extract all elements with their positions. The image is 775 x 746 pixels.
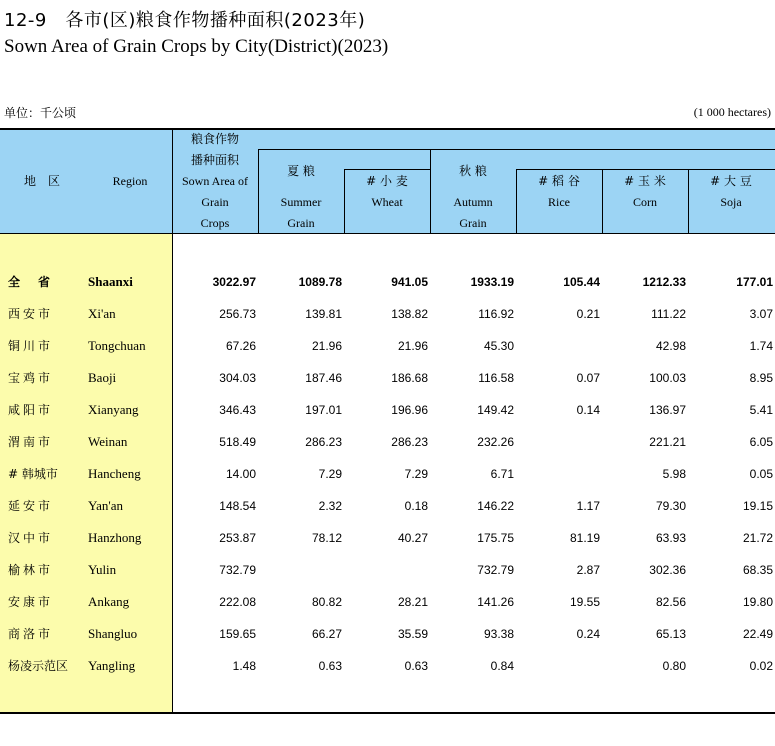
- table-row: [0, 432, 775, 452]
- region-name-cn: 宝鸡市: [8, 371, 54, 385]
- cell-soy: 1.74: [749, 339, 773, 353]
- cell-autumn: 116.58: [478, 371, 514, 385]
- region-name-cn: 西安市: [8, 307, 54, 321]
- cell-summer: 139.81: [305, 307, 342, 321]
- region-name-en: Yulin: [88, 562, 117, 577]
- region-name-en: Shaanxi: [88, 274, 133, 289]
- cell-total: 256.73: [219, 307, 256, 321]
- header-sown-cn-1: 粮食作物: [190, 132, 239, 146]
- cell-total: 253.87: [219, 531, 256, 545]
- cell-corn: 79.30: [655, 499, 686, 513]
- table-row: [0, 400, 775, 420]
- region-name-cn: 延安市: [8, 499, 54, 513]
- cell-soy: 19.15: [742, 499, 773, 513]
- header-corn-cn: # 玉 米: [624, 174, 666, 188]
- header-soy-cn: # 大 豆: [710, 174, 752, 188]
- cell-total: 346.43: [219, 403, 256, 417]
- region-name-en: Xianyang: [88, 402, 139, 417]
- header-region-cn: 地 区: [23, 174, 60, 188]
- region-name-en: Xi'an: [88, 306, 116, 321]
- cell-wheat: 186.68: [391, 371, 428, 385]
- cell-corn: 65.13: [655, 627, 686, 641]
- region-name-en: Baoji: [88, 370, 117, 385]
- region-name-cn: 榆林市: [8, 563, 54, 577]
- region-name-cn: # 韩城市: [8, 467, 58, 481]
- header-wheat-cn: # 小 麦: [366, 174, 408, 188]
- header-summer-en-2: Grain: [287, 216, 315, 230]
- cell-summer: 0.63: [318, 659, 342, 673]
- cell-wheat: 7.29: [404, 467, 428, 481]
- region-name-en: Tongchuan: [88, 338, 146, 353]
- cell-wheat: 21.96: [397, 339, 428, 353]
- table-row: [0, 496, 775, 516]
- cell-autumn: 232.26: [477, 435, 514, 449]
- cell-rice: 105.44: [563, 275, 600, 289]
- unit-label-cn: 单位：千公顷: [4, 106, 77, 120]
- cell-total: 3022.97: [212, 275, 256, 289]
- cell-autumn: 146.22: [477, 499, 514, 513]
- cell-corn: 0.80: [662, 659, 686, 673]
- cell-soy: 0.02: [749, 659, 773, 673]
- cell-wheat: 941.05: [391, 275, 428, 289]
- cell-corn: 221.21: [649, 435, 686, 449]
- cell-autumn: 732.79: [477, 563, 514, 577]
- region-name-en: Shangluo: [88, 626, 138, 641]
- header-corn-en: Corn: [633, 195, 657, 209]
- cell-summer: 66.27: [311, 627, 342, 641]
- table-row: [0, 624, 775, 644]
- table-bottom-rule: [0, 712, 775, 714]
- header-summer-cn: 夏 粮: [287, 164, 315, 178]
- region-name-en: Yan'an: [88, 498, 123, 513]
- cell-rice: 81.19: [569, 531, 600, 545]
- cell-summer: 286.23: [305, 435, 342, 449]
- header-sown-cn-2: 播种面积: [190, 153, 239, 167]
- header-summer-en-1: Summer: [280, 195, 322, 209]
- cell-soy: 177.01: [736, 275, 773, 289]
- table-row: [0, 304, 775, 324]
- cell-corn: 63.93: [655, 531, 686, 545]
- cell-autumn: 6.71: [490, 467, 514, 481]
- region-name-cn: 咸阳市: [8, 403, 54, 417]
- header-autumn-en-2: Grain: [459, 216, 487, 230]
- header-soy-en: Soja: [720, 195, 742, 209]
- region-name-en: Weinan: [88, 434, 128, 449]
- cell-corn: 136.97: [649, 403, 686, 417]
- cell-total: 67.26: [225, 339, 256, 353]
- cell-wheat: 0.18: [404, 499, 428, 513]
- region-name-cn: 汉中市: [8, 531, 54, 545]
- cell-total: 732.79: [219, 563, 256, 577]
- header-autumn-en-1: Autumn: [453, 195, 493, 209]
- cell-wheat: 286.23: [391, 435, 428, 449]
- table-row: [0, 336, 775, 356]
- region-name-cn: 渭南市: [8, 435, 54, 449]
- cell-soy: 22.49: [742, 627, 773, 641]
- cell-soy: 3.07: [749, 307, 773, 321]
- header-region-en: Region: [112, 174, 148, 188]
- table-row: [0, 560, 775, 580]
- cell-summer: 1089.78: [298, 275, 342, 289]
- region-name-en: Hancheng: [88, 466, 141, 481]
- cell-wheat: 40.27: [397, 531, 428, 545]
- cell-total: 222.08: [219, 595, 256, 609]
- cell-wheat: 0.63: [404, 659, 428, 673]
- cell-total: 148.54: [219, 499, 256, 513]
- cell-total: 518.49: [219, 435, 256, 449]
- region-name-cn: 杨凌示范区: [8, 659, 69, 673]
- header-wheat-en: Wheat: [371, 195, 403, 209]
- cell-soy: 21.72: [742, 531, 773, 545]
- cell-total: 304.03: [219, 371, 256, 385]
- header-sown-en-1: Sown Area of: [182, 174, 248, 188]
- cell-autumn: 1933.19: [470, 275, 514, 289]
- region-name-cn: 商洛市: [8, 627, 54, 641]
- cell-autumn: 149.42: [477, 403, 514, 417]
- cell-autumn: 45.30: [483, 339, 514, 353]
- cell-summer: 78.12: [311, 531, 342, 545]
- cell-autumn: 93.38: [483, 627, 514, 641]
- cell-rice: 0.21: [576, 307, 600, 321]
- table-row: [0, 656, 775, 676]
- header-rice-cn: # 稻 谷: [538, 174, 580, 188]
- table-row: [0, 272, 775, 292]
- cell-wheat: 138.82: [391, 307, 428, 321]
- cell-summer: 2.32: [318, 499, 342, 513]
- cell-autumn: 175.75: [477, 531, 514, 545]
- cell-total: 159.65: [219, 627, 256, 641]
- cell-autumn: 116.92: [478, 307, 514, 321]
- cell-autumn: 141.26: [477, 595, 514, 609]
- cell-rice: 0.24: [576, 627, 600, 641]
- cell-summer: 197.01: [305, 403, 342, 417]
- cell-total: 1.48: [232, 659, 256, 673]
- cell-rice: 0.07: [576, 371, 600, 385]
- cell-rice: 19.55: [569, 595, 600, 609]
- header-sown-en-2: Grain: [201, 195, 229, 209]
- table-row: [0, 528, 775, 548]
- table-row: [0, 368, 775, 388]
- cell-corn: 42.98: [655, 339, 686, 353]
- region-name-cn: 铜川市: [8, 339, 54, 353]
- cell-corn: 5.98: [662, 467, 686, 481]
- page-title-en: Sown Area of Grain Crops by City(District)(2023): [4, 36, 389, 57]
- cell-soy: 68.35: [742, 563, 773, 577]
- region-name-cn: 安康市: [8, 595, 54, 609]
- table-row: [0, 464, 775, 484]
- cell-total: 14.00: [225, 467, 256, 481]
- header-rice-en: Rice: [548, 195, 570, 209]
- header-sown-en-3: Crops: [200, 216, 230, 230]
- cell-rice: 2.87: [576, 563, 600, 577]
- cell-corn: 1212.33: [642, 275, 686, 289]
- cell-wheat: 196.96: [391, 403, 428, 417]
- cell-soy: 19.80: [742, 595, 773, 609]
- table-row: [0, 592, 775, 612]
- cell-autumn: 0.84: [490, 659, 514, 673]
- region-name-en: Yangling: [88, 658, 136, 673]
- cell-summer: 21.96: [311, 339, 342, 353]
- cell-soy: 8.95: [749, 371, 773, 385]
- cell-corn: 82.56: [655, 595, 686, 609]
- cell-summer: 7.29: [318, 467, 342, 481]
- cell-summer: 80.82: [311, 595, 342, 609]
- header-divider: [258, 149, 775, 150]
- cell-wheat: 35.59: [397, 627, 428, 641]
- cell-corn: 111.22: [651, 307, 686, 321]
- page-title-cn: 12-9 各市(区)粮食作物播种面积(2023年): [4, 10, 366, 31]
- header-autumn-cn: 秋 粮: [459, 164, 487, 178]
- cell-corn: 302.36: [649, 563, 686, 577]
- region-name-cn: 全 省: [8, 275, 54, 289]
- cell-corn: 100.03: [649, 371, 686, 385]
- cell-soy: 5.41: [749, 403, 773, 417]
- cell-rice: 0.14: [576, 403, 600, 417]
- cell-summer: 187.46: [305, 371, 342, 385]
- region-name-en: Ankang: [88, 594, 130, 609]
- cell-wheat: 28.21: [397, 595, 428, 609]
- cell-rice: 1.17: [576, 499, 600, 513]
- cell-soy: 6.05: [749, 435, 773, 449]
- cell-soy: 0.05: [749, 467, 773, 481]
- unit-label-en: (1 000 hectares): [693, 105, 771, 119]
- region-name-en: Hanzhong: [88, 530, 142, 545]
